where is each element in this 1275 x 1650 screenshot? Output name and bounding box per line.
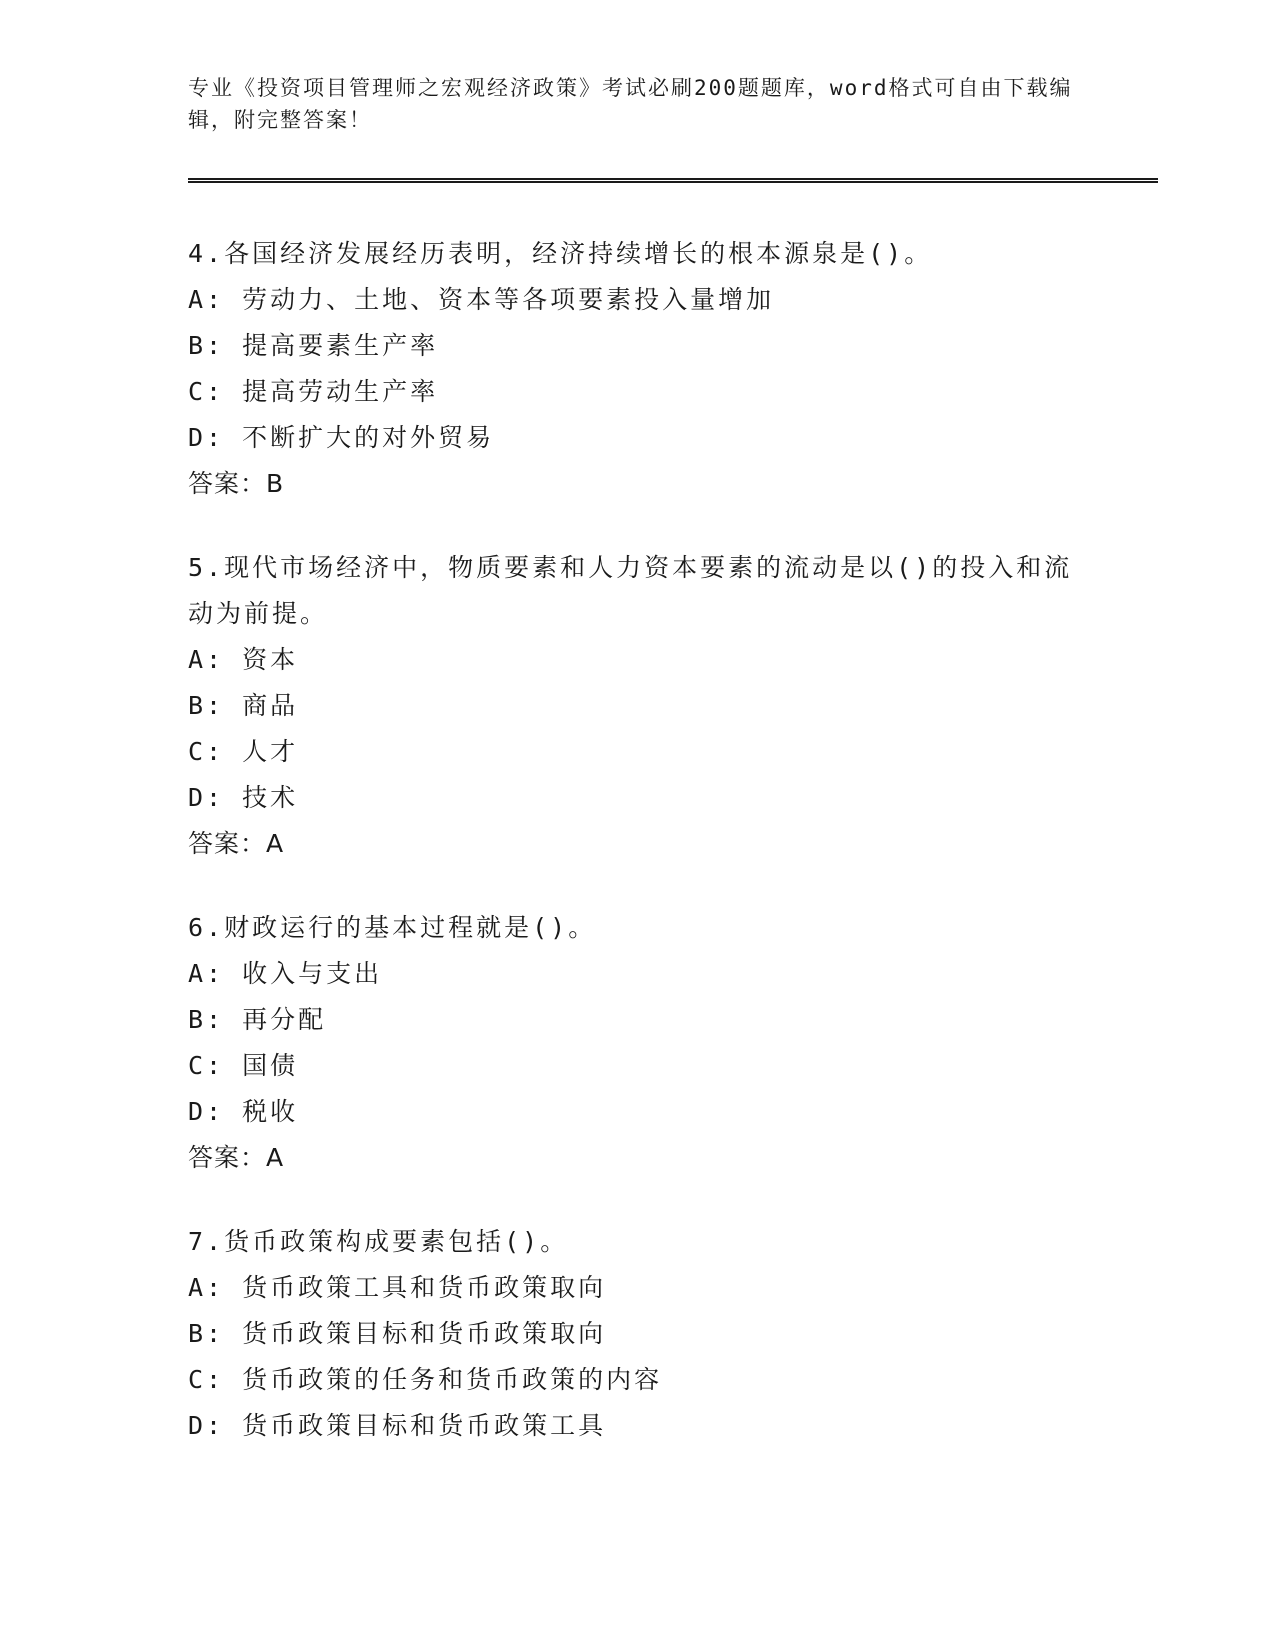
question-7 <box>188 1219 1088 1449</box>
option-c: C: 货币政策的任务和货币政策的内容 <box>188 1365 663 1394</box>
question-stem: 7.货币政策构成要素包括()。 <box>188 1227 569 1256</box>
answer-line: 答案：A <box>188 829 285 858</box>
answer-line: 答案：B <box>188 469 285 498</box>
question-list <box>188 231 1088 1487</box>
option-a: A: 资本 <box>188 645 299 674</box>
option-b: B: 货币政策目标和货币政策取向 <box>188 1319 607 1348</box>
option-c: C: 提高劳动生产率 <box>188 377 439 406</box>
option-d: D: 税收 <box>188 1097 299 1126</box>
option-b: B: 提高要素生产率 <box>188 331 439 360</box>
question-stem: 5.现代市场经济中，物质要素和人力资本要素的流动是以()的投入和流动为前提。 <box>188 553 1073 628</box>
option-a: A: 货币政策工具和货币政策取向 <box>188 1273 607 1302</box>
question-5 <box>188 545 1088 867</box>
question-4 <box>188 231 1088 507</box>
option-d: D: 货币政策目标和货币政策工具 <box>188 1411 607 1440</box>
question-stem: 4.各国经济发展经历表明，经济持续增长的根本源泉是()。 <box>188 239 933 268</box>
question-stem: 6.财政运行的基本过程就是()。 <box>188 913 597 942</box>
option-a: A: 劳动力、土地、资本等各项要素投入量增加 <box>188 285 775 314</box>
header-divider <box>188 178 1158 183</box>
option-b: B: 商品 <box>188 691 299 720</box>
option-d: D: 技术 <box>188 783 299 812</box>
header-intro-text: 专业《投资项目管理师之宏观经济政策》考试必刷200题题库，word格式可自由下载编辑，附完整答案！ <box>188 76 1073 132</box>
option-d: D: 不断扩大的对外贸易 <box>188 423 495 452</box>
option-c: C: 国债 <box>188 1051 299 1080</box>
option-c: C: 人才 <box>188 737 299 766</box>
question-6 <box>188 905 1088 1181</box>
answer-line: 答案：A <box>188 1143 285 1172</box>
option-b: B: 再分配 <box>188 1005 327 1034</box>
option-a: A: 收入与支出 <box>188 959 383 988</box>
